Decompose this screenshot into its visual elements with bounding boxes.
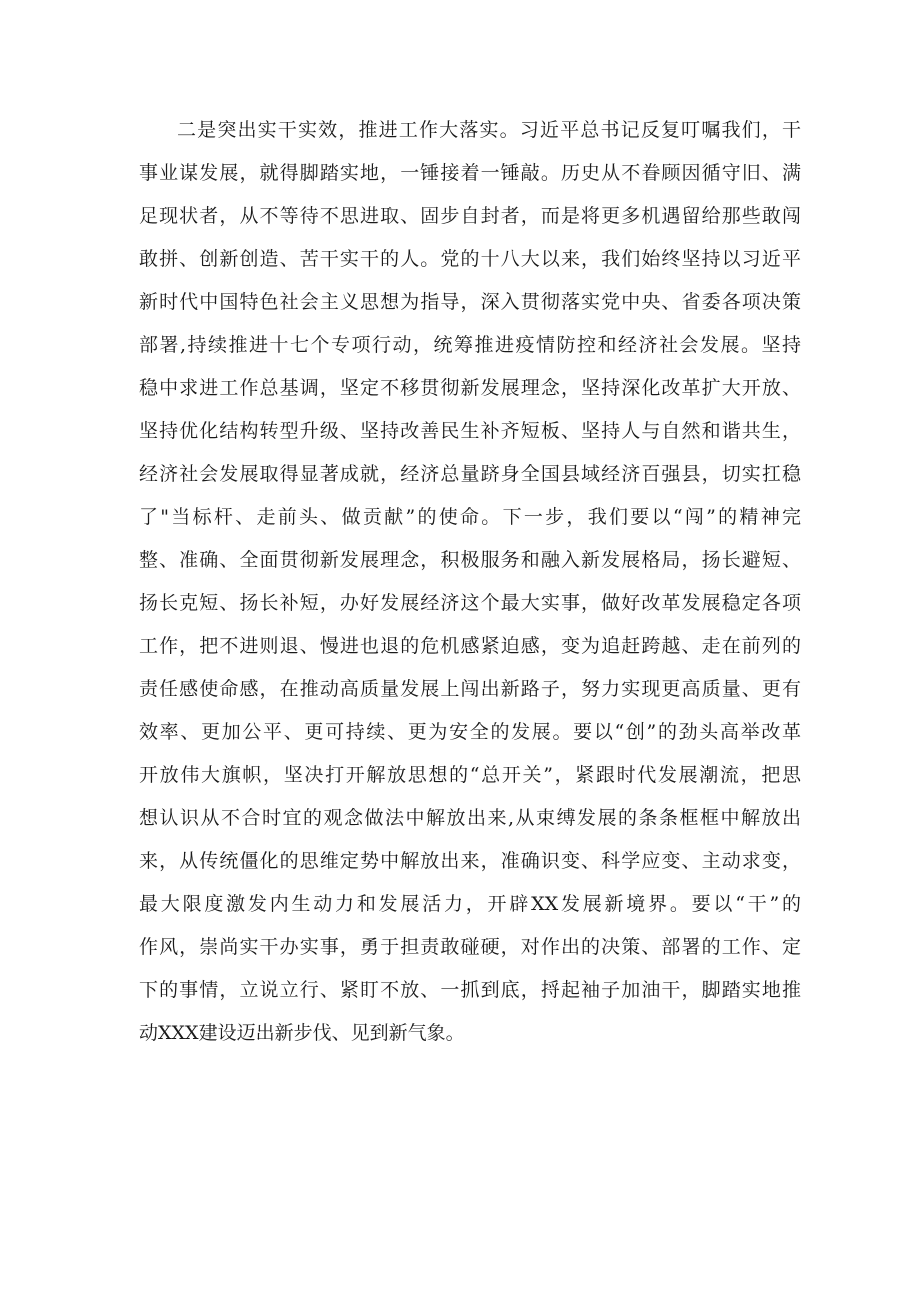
paragraph-line: 事业谋发展，就得脚踏实地，一锤接着一锤敲。历史从不眷顾因循守旧、满 (139, 162, 801, 184)
paragraph-line: 坚持优化结构转型升级、坚持改善民生补齐短板、坚持人与自然和谐共生， (139, 420, 801, 442)
paragraph-line: 了"当标杆、走前头、做贡献”的使命。下一步，我们要以“闯”的精神完 (139, 506, 801, 528)
paragraph-line: 开放伟大旗帜，坚决打开解放思想的“总开关”，紧跟时代发展潮流，把思 (139, 764, 801, 786)
paragraph-line: 足现状者，从不等待不思进取、固步自封者，而是将更多机遇留给那些敢闯 (139, 205, 801, 227)
paragraph-line: 稳中求进工作总基调，坚定不移贯彻新发展理念，坚持深化改革扩大开放、 (139, 377, 801, 399)
paragraph-line: 新时代中国特色社会主义思想为指导，深入贯彻落实党中央、省委各项决策 (139, 291, 801, 313)
paragraph-line: 部署,持续推进十七个专项行动，统筹推进疫情防控和经济社会发展。坚持 (139, 334, 801, 356)
paragraph-line: 来，从传统僵化的思维定势中解放出来，准确识变、科学应变、主动求变， (139, 850, 801, 872)
paragraph-line: 二是突出实干实效，推进工作大落实。习近平总书记反复叮嘱我们，干 (177, 119, 801, 141)
paragraph-line: 工作，把不进则退、慢进也退的危机感紧迫感，变为追赶跨越、走在前列的 (139, 635, 801, 657)
paragraph-line: 作风，崇尚实干办实事，勇于担责敢碰硬，对作出的决策、部署的工作、定 (139, 936, 801, 958)
paragraph-line: 最大限度激发内生动力和发展活力，开辟XX发展新境界。要以“干”的 (139, 893, 801, 915)
paragraph-line: 整、准确、全面贯彻新发展理念，积极服务和融入新发展格局，扬长避短、 (139, 549, 801, 571)
paragraph-line: 责任感使命感，在推动高质量发展上闯出新路子，努力实现更高质量、更有 (139, 678, 801, 700)
paragraph-line: 敢拼、创新创造、苦干实干的人。党的十八大以来，我们始终坚持以习近平 (139, 248, 801, 270)
paragraph-line: 效率、更加公平、更可持续、更为安全的发展。要以“创”的劲头高举改革 (139, 721, 801, 743)
paragraph-line: 下的事情，立说立行、紧盯不放、一抓到底，捋起袖子加油干，脚踏实地推 (139, 979, 801, 1001)
paragraph-line: 经济社会发展取得显著成就，经济总量跻身全国县域经济百强县，切实扛稳 (139, 463, 801, 485)
paragraph-line: 扬长克短、扬长补短，办好发展经济这个最大实事，做好改革发展稳定各项 (139, 592, 801, 614)
paragraph-line: 想认识从不合时宜的观念做法中解放出来,从束缚发展的条条框框中解放出 (139, 807, 801, 829)
paragraph-line: 动XXX建设迈出新步伐、见到新气象。 (139, 1022, 465, 1044)
